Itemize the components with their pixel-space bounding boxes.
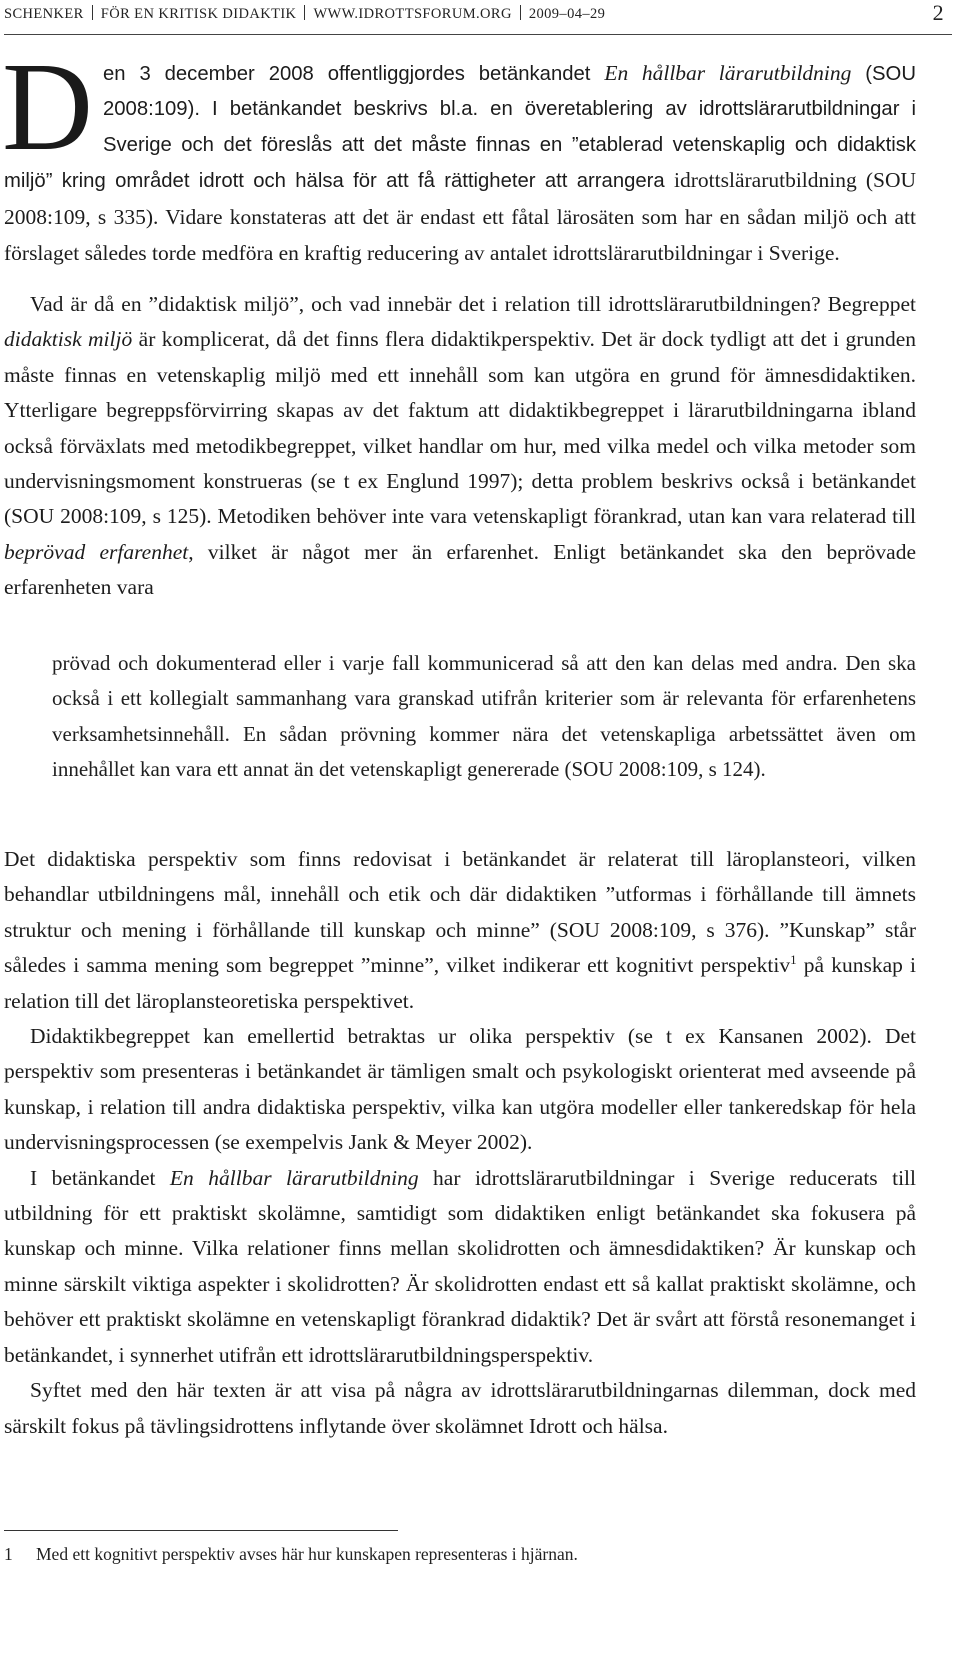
paragraph: [4, 287, 916, 606]
paragraph-text: har idrottslärarutbildningar i Sverige reducerats till utbildning för ett praktiskt skolämne, samtidigt som didaktiken enligt betänkandet ska fokusera på kunskap och minne. Vilka relationer finns mellan skolidrotten och ämnesdidaktiken? Är kunskap och minne särskilt viktiga aspekter i skolidrotten? Är skolidrotten endast ett så kallat praktiskt skolämne, och behöver ett praktiskt skolämne en vetenskapligt förankrad didaktik? Det är svårt att förstå resonemanget i betänkandet, i synnerhet utifrån ett idrottslärarutbildningsperspektiv.: [4, 1165, 916, 1367]
paragraph-text: Vad är då en ”didaktisk miljö”, och vad innebär det i relation till idrottslärarutbildningen? Begreppet: [30, 292, 916, 316]
header-divider: [304, 5, 305, 20]
lead-paragraph: [2, 38, 916, 272]
lead-title-italic: En hållbar lärarutbildning: [604, 61, 852, 85]
header-divider: [92, 5, 93, 20]
paragraph: Syftet med den här texten är att visa på några av idrottslärarutbildningarnas dilemman, dock med särskilt fokus på tävlingsidrottens inflytande över skolämnet Idrott och hälsa.: [4, 1378, 916, 1438]
footnote-reference[interactable]: 1: [790, 952, 797, 968]
paragraph-italic: En hållbar lärarutbildning: [169, 1165, 419, 1190]
page-number: 2: [932, 0, 944, 25]
lead-text-a: en 3 december 2008 offentliggjordes betänkandet: [103, 63, 605, 85]
lead-text-b: (SOU 2008:109). I betänkandet beskrivs bl.a. en överetablering av idrottslärarutbildningar i Sverige och det föreslås att det måste finnas en ”etablerad vetenskaplig och didaktisk miljö” kring området idrott och hälsa för att få rättigheter att arrangera: [4, 63, 916, 193]
footnote-text: Med ett kognitivt perspektiv avses här hur kunskapen representeras i hjärnan.: [36, 1544, 578, 1564]
footnote-number: 1: [4, 1544, 13, 1564]
header-meta: [4, 0, 605, 28]
paragraph-text: på kunskap i relation till det läroplansteoretiska perspektivet.: [4, 953, 916, 1013]
header-title: FÖR EN KRITISK DIDAKTIK: [100, 6, 297, 22]
paragraph-text: I betänkandet: [30, 1165, 170, 1190]
paragraph: Didaktikbegreppet kan emellertid betraktas ur olika perspektiv (se t ex Kansanen 2002). Det perspektiv som presenteras i betänkandet är tämligen smalt och psykologiskt orienterat med avseende på kunskap, i relation till andra didaktiska perspektiv, vilka kan utgöra modeller eller tankeredskap för hela undervisningsprocessen (se exempelvis Jank & Meyer 2002).: [4, 1024, 916, 1155]
header-divider: [520, 5, 521, 20]
paragraph: [4, 842, 916, 1019]
body-paragraphs: [4, 842, 916, 1444]
body-paragraph-2: [4, 287, 916, 606]
drop-cap: D: [2, 38, 93, 177]
footnote-rule: [4, 1530, 398, 1531]
block-quote: prövad och dokumenterad eller i varje fall kommunicerad så att den kan delas med andra. Den ska också i ett kollegialt sammanhang vara granskad utifrån kriterier som är relevanta för erfarenhetens verksamhetsinnehåll. En sådan prövning kommer nära det vetenskapliga arbetssättet även om innehållet kan vara ett annat än det vetenskapligt genererade (SOU 2008:109, s 124).: [52, 651, 916, 782]
header-date: 2009–04–29: [528, 6, 606, 22]
paragraph-text: är komplicerat, då det finns flera didaktikperspektiv. Det är dock tydligt att det i grunden måste finnas en vetenskaplig miljö med ett innehåll som kan utgöra en grund för ämnesdidaktiken. Ytterligare begreppsförvirring skapas av det faktum att didaktikbegreppet i lärarutbildningarna ibland också förväxlats med metodikbegreppet, vilket handlar om hur, med vilka medel och vilka metoder som undervisningsmoment konstrueras (se t ex Englund 1997); detta problem beskrivs också i betänkandet (SOU 2008:109, s 125). Metodiken behöver inte vara vetenskapligt förankrad, utan kan vara relaterad till: [4, 327, 916, 529]
header-site: WWW.IDROTTSFORUM.ORG: [313, 6, 512, 22]
paragraph-italic: beprövad erfarenhet: [4, 539, 189, 564]
paragraph: [4, 1161, 916, 1373]
footnote: [4, 1540, 916, 1568]
paragraph-text: Det didaktiska perspektiv som finns redovisat i betänkandet är relaterat till läroplansteori, vilken behandlar utbildningens mål, innehåll och etik och där didaktiken ”utformas i förhållande till ämnets struktur och mening i förhållande till kunskap och minne” (SOU 2008:109, s 376). ”Kunskap” står således i samma mening som begreppet ”minne”, vilket indikerar ett kognitivt perspektiv: [4, 847, 916, 978]
lead-text-c: idrottslärarutbildning (SOU 2008:109, s 335). Vidare konstateras att det är endast ett fåtal lärosäten som har en sådan miljö och att förslaget således torde medföra en kraftig reducering av antalet idrottslärarutbildningar i Sverige.: [4, 168, 916, 266]
running-header: [4, 0, 952, 35]
header-author: SCHENKER: [4, 6, 84, 22]
paragraph-italic: didaktisk miljö: [4, 327, 133, 352]
paragraph-text: , vilket är något mer än erfarenhet. Enligt betänkandet ska den beprövade erfarenheten vara: [4, 539, 916, 600]
